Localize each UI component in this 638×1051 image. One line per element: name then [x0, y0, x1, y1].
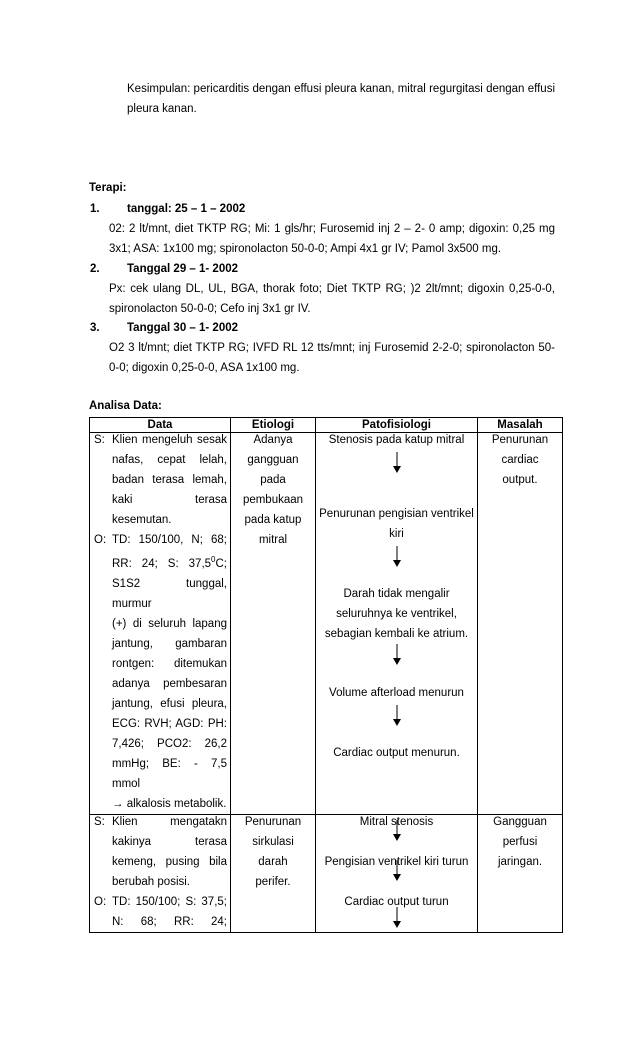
flow-step: Pengisian ventrikel kiri turun — [324, 855, 469, 868]
data-line: jantung, gambaran — [112, 637, 227, 650]
terapi-item-2-number: 2. — [90, 263, 100, 275]
kesimpulan-line-2: pleura kanan. — [127, 103, 197, 115]
data-line-temperature: RR: 24; S: 37,5$^0$C; — [112, 555, 227, 570]
arrow-right-icon: → — [112, 797, 124, 810]
flow-step: sebagian kembali ke atrium. — [324, 628, 469, 640]
flow-step: seluruhnya ke ventrikel, — [336, 608, 457, 620]
data-line: jantung, efusi pleura, — [112, 697, 227, 710]
terapi-item-2-title: Tanggal 29 – 1- 2002 — [127, 263, 239, 275]
data-line: kesemutan. — [112, 514, 172, 526]
data-line: kakinya terasa — [112, 835, 227, 848]
terapi-item-3-title: Tanggal 30 – 1- 2002 — [127, 322, 239, 334]
data-line: TD: 150/100, N; 68; — [112, 534, 227, 546]
data-line: kemeng, pusing bila — [112, 855, 227, 868]
terapi-item-3-number: 3. — [90, 322, 100, 334]
etiologi-line: perifer. — [255, 875, 291, 888]
data-line: N: 68; RR: 24; — [112, 915, 227, 928]
arrow-down-icon — [390, 546, 404, 568]
data-line: (+) di seluruh lapang — [112, 617, 227, 630]
etiologi-line: mitral — [258, 534, 288, 546]
data-line: Klien mengatakn — [112, 815, 227, 828]
patofisiologi-cell — [316, 433, 478, 815]
arrow-down-icon — [390, 644, 404, 666]
header-etiologi: Etiologi — [231, 418, 316, 433]
analisa-heading: Analisa Data: — [89, 400, 162, 412]
etiologi-cell — [231, 814, 316, 932]
subjective-label: S: — [94, 434, 105, 446]
header-patofisiologi: Patofisiologi — [316, 418, 478, 433]
data-line: 7,426; PCO2: 26,2 — [112, 737, 227, 750]
data-cell — [90, 433, 231, 815]
data-line: mmHg; BE: - 7,5 mmol — [112, 757, 227, 790]
masalah-line: output. — [502, 474, 538, 486]
etiologi-line: gangguan — [247, 454, 299, 466]
data-line: rontgen: ditemukan — [112, 657, 227, 670]
flow-step: Volume afterload menurun — [329, 687, 464, 699]
terapi-item-1-title: tanggal: 25 – 1 – 2002 — [127, 203, 246, 215]
masalah-line: cardiac — [501, 454, 539, 466]
flow-step: Cardiac output turun — [344, 895, 449, 908]
data-line: ECG: RVH; AGD: PH: — [112, 717, 227, 730]
flow-step: kiri — [389, 528, 404, 540]
etiologi-line: darah — [258, 855, 288, 868]
terapi-heading: Terapi: — [89, 182, 127, 194]
etiologi-line: Penurunan — [244, 815, 302, 828]
table-row — [90, 433, 563, 815]
data-line: adanya pembesaran — [112, 677, 227, 690]
masalah-cell — [478, 814, 563, 932]
data-line: kaki terasa — [112, 494, 227, 506]
terapi-item-2-line-1: Px: cek ulang DL, UL, BGA, thorak foto; Diet TKTP RG; )2 2lt/mnt; digoxin 0,25-0-0, — [109, 283, 555, 295]
terapi-item-3-line-2: 0-0; digoxin 0,25-0-0, ASA 1x100 mg. — [109, 362, 300, 374]
flow-step: Mitral stenosis — [359, 815, 434, 828]
arrow-down-icon — [390, 705, 404, 727]
flow-step: Stenosis pada katup mitral — [328, 434, 465, 446]
objective-label: O: — [94, 534, 107, 546]
etiologi-line: sirkulasi — [252, 835, 294, 848]
terapi-item-1-line-2: 3x1; ASA: 1x100 mg; spironolacton 50-0-0; Ampi 4x1 gr IV; Pamol 3x500 mg. — [109, 243, 502, 255]
data-line: Klien mengeluh sesak — [112, 434, 227, 446]
data-line: TD: 150/100; S: 37,5; — [112, 895, 227, 908]
data-line: berubah posisi. — [112, 875, 190, 888]
table-row — [90, 814, 563, 932]
masalah-line: perfusi — [502, 835, 538, 848]
etiologi-line: pada — [260, 474, 286, 486]
masalah-line: Penurunan — [491, 434, 549, 446]
objective-label: O: — [94, 895, 107, 908]
flow-step: Penurunan pengisian ventrikel — [319, 508, 474, 520]
analisa-data-table — [89, 417, 563, 933]
etiologi-cell — [231, 433, 316, 815]
flow-step: Darah tidak mengalir — [343, 588, 450, 600]
data-line-conclusion: → alkalosis metabolik. — [112, 797, 227, 810]
masalah-line: jaringan. — [497, 855, 543, 868]
patofisiologi-cell — [316, 814, 478, 932]
arrow-down-icon — [390, 860, 404, 882]
masalah-line: Gangguan — [493, 815, 547, 828]
data-line: nafas, cepat lelah, — [112, 454, 227, 466]
subjective-label: S: — [94, 815, 105, 828]
terapi-item-2-line-2: spironolacton 50-0-0; Cefo inj 3x1 gr IV. — [109, 303, 311, 315]
flow-step: Cardiac output menurun. — [333, 747, 460, 759]
etiologi-line: pembukaan — [242, 494, 304, 506]
arrow-down-icon — [390, 820, 404, 842]
data-line: S1S2 tunggal, murmur — [112, 577, 227, 610]
kesimpulan-line-1: Kesimpulan: pericarditis dengan effusi pleura kanan, mitral regurgitasi dengan effusi — [127, 83, 555, 95]
etiologi-line: pada katup — [244, 514, 302, 526]
header-data: Data — [90, 418, 231, 433]
terapi-item-3-line-1: O2 3 lt/mnt; diet TKTP RG; IVFD RL 12 tts/mnt; inj Furosemid 2-2-0; spironolacton 50- — [109, 342, 555, 354]
masalah-cell — [478, 433, 563, 815]
data-cell — [90, 814, 231, 932]
arrow-down-icon — [390, 452, 404, 474]
terapi-item-1-line-1: 02: 2 lt/mnt, diet TKTP RG; Mi: 1 gls/hr; Furosemid inj 2 – 2- 0 amp; digoxin: 0,25 mg — [109, 223, 555, 235]
terapi-item-1-number: 1. — [90, 203, 100, 215]
data-line: badan terasa lemah, — [112, 474, 227, 486]
header-masalah: Masalah — [478, 418, 563, 433]
arrow-down-icon — [390, 907, 404, 929]
etiologi-line: Adanya — [253, 434, 293, 446]
